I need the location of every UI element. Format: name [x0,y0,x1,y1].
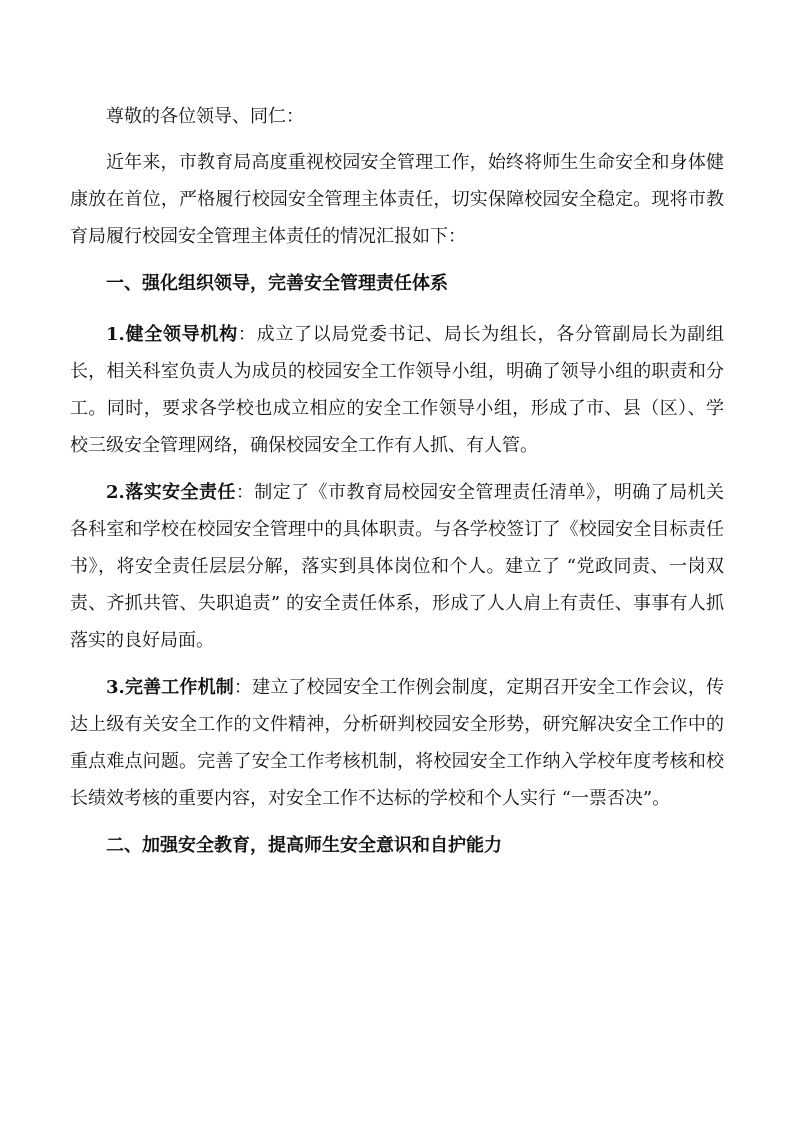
item-1-paragraph [70,316,724,464]
item-2-text: ：制定了《市教育局校园安全管理责任清单》，明确了局机关各科室和学校在校园安全管理中的具体职责。与各学校签订了《校园安全目标责任书》，将安全责任层层分解，落实到具体岗位和个人。建立了 “党政同责、一岗双责、齐抓共管、失职追责” 的安全责任体系，形成了人人肩上有责任、事事有人抓落实的良好局面。 [70,482,724,651]
document-page [70,95,724,878]
section-1-heading: 一、强化组织领导，完善安全管理责任体系 [106,273,448,294]
item-1-text: ：成立了以局党委书记、局长为组长，各分管副局长为副组长，相关科室负责人为成员的校园安全工作领导小组，明确了领导小组的职责和分工。同时，要求各学校也成立相应的安全工作领导小组，形成了市、县（区）、学校三级安全管理网络，确保校园安全工作有人抓、有人管。 [70,324,724,456]
section-2-heading: 二、加强安全教育，提高师生安全意识和自护能力 [106,835,502,856]
item-1-lead: 1.健全领导机构 [106,324,238,345]
item-2-lead: 2.落实安全责任 [106,482,236,503]
item-3-text: ：建立了校园安全工作例会制度，定期召开安全工作会议，传达上级有关安全工作的文件精神，分析研判校园安全形势，研究解决安全工作中的重点难点问题。完善了安全工作考核机制，将校园安全工作纳入学校年度考核和校长绩效考核的重要内容，对安全工作不达标的学校和个人实行 “一票否决”。 [70,677,725,809]
item-3-paragraph [70,669,724,817]
item-2-paragraph [70,474,724,659]
intro-paragraph: 近年来，市教育局高度重视校园安全管理工作，始终将师生生命安全和身体健康放在首位，严格履行校园安全管理主体责任，切实保障校园安全稳定。现将市教育局履行校园安全管理主体责任的情况汇报如下： [70,152,724,247]
greeting: 尊敬的各位领导、同仁： [106,106,304,127]
item-3-lead: 3.完善工作机制 [106,677,234,698]
